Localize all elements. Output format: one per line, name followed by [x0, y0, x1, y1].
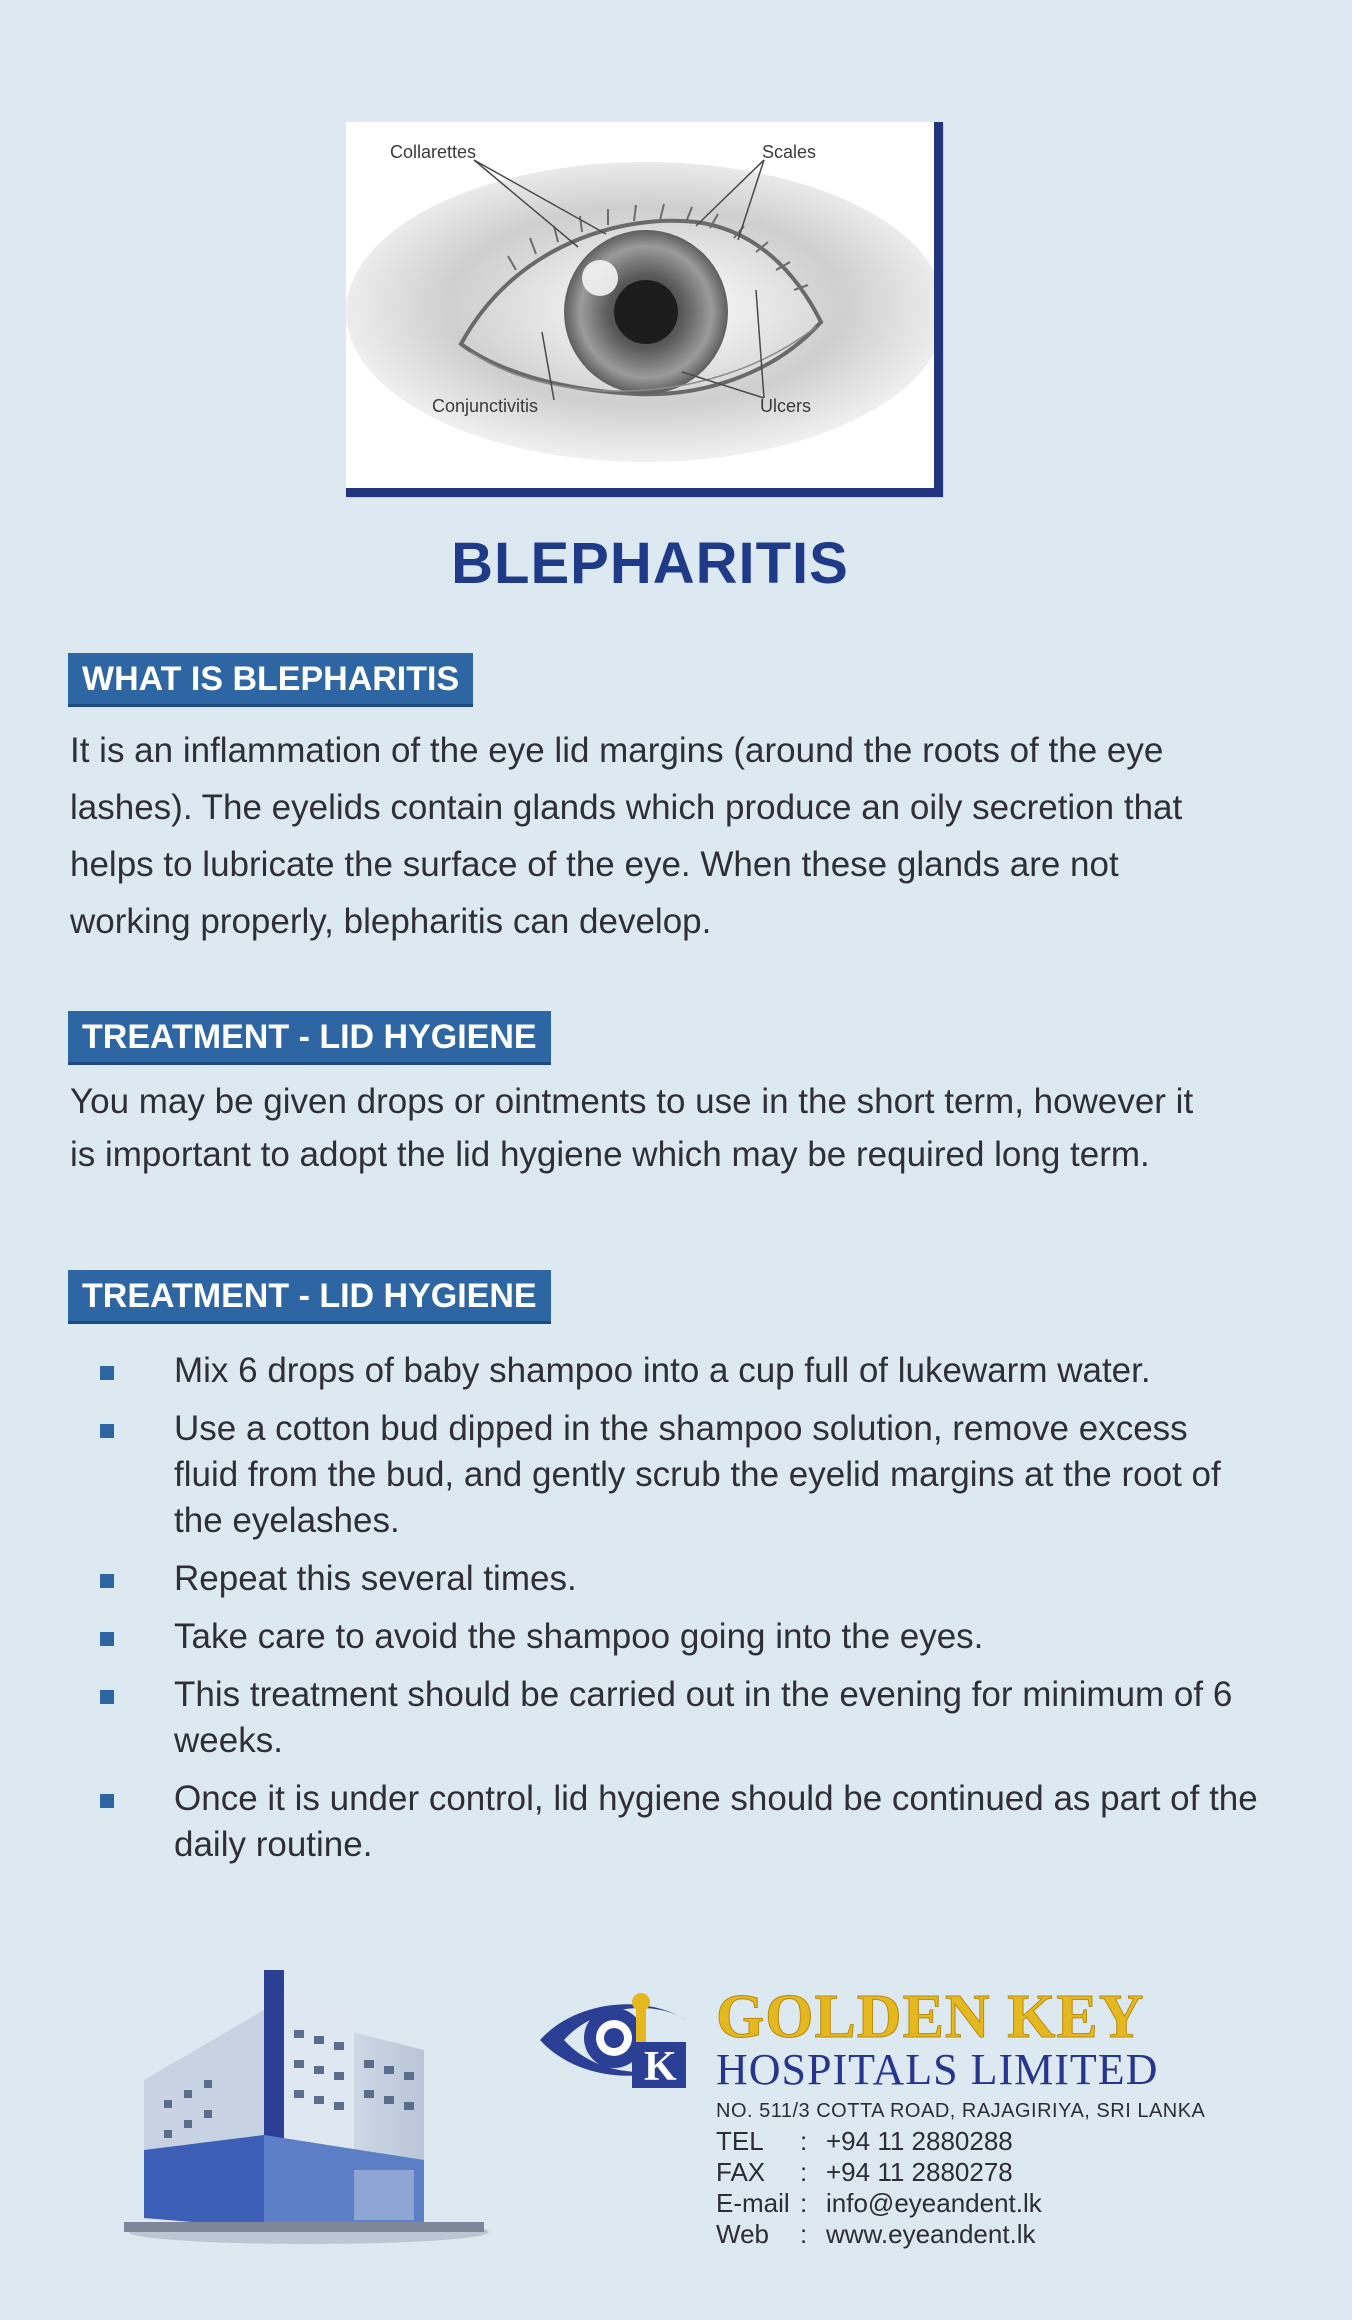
list-item-text: Take care to avoid the shampoo going into the eyes.: [174, 1617, 984, 1656]
treatment-steps-list: [98, 1348, 1258, 1880]
contact-row-fax: [716, 2157, 1042, 2188]
brand-name: GOLDEN KEY: [716, 1983, 1145, 2051]
contact-value[interactable]: www.eyeandent.lk: [826, 2219, 1036, 2249]
contact-key: FAX: [716, 2157, 766, 2187]
contact-value[interactable]: info@eyeandent.lk: [826, 2188, 1042, 2218]
contact-row-email: [716, 2188, 1042, 2219]
section-heading-treatment-2: TREATMENT - LID HYGIENE: [68, 1270, 551, 1324]
contact-sep: :: [800, 2126, 808, 2156]
label-conjunctivitis: Conjunctivitis: [432, 396, 539, 416]
section-text-what-is: It is an inflammation of the eye lid margins (around the roots of the eye lashes). The eyelids contain glands which produce an oily secretion that helps to lubricate the surface of the eye. When these glands are not working properly, blepharitis can develop.: [70, 731, 1183, 941]
eye-illustration: [346, 122, 934, 488]
brand-subtitle: HOSPITALS LIMITED: [716, 2045, 1159, 2094]
contact-key: Web: [716, 2219, 769, 2249]
bullet-square-icon: [100, 1690, 114, 1704]
address: NO. 511/3 COTTA ROAD, RAJAGIRIYA, SRI LANKA: [716, 2100, 1206, 2122]
list-item: [98, 1672, 1258, 1764]
eye-diagram: [346, 122, 943, 497]
list-item: [98, 1406, 1258, 1544]
list-item-text: Use a cotton bud dipped in the shampoo solution, remove excess fluid from the bud, and gently scrub the eyelid margins at the root of the eyelashes.: [174, 1409, 1221, 1540]
svg-text:K: K: [644, 2044, 677, 2090]
list-item-text: Repeat this several times.: [174, 1559, 577, 1598]
contact-sep: :: [800, 2219, 808, 2249]
contact-value: +94 11 2880278: [826, 2157, 1013, 2187]
list-item: [98, 1556, 1258, 1602]
label-ulcers: Ulcers: [760, 396, 812, 416]
eye-highlight: [582, 260, 618, 296]
hospital-building-image: [124, 1960, 494, 2250]
list-item-text: Once it is under control, lid hygiene should be continued as part of the daily routine.: [174, 1779, 1258, 1864]
contact-sep: :: [800, 2188, 808, 2218]
page-title: BLEPHARITIS: [451, 531, 849, 596]
contact-details: [716, 2126, 1042, 2250]
bullet-square-icon: [100, 1794, 114, 1808]
section-heading-treatment-1: TREATMENT - LID HYGIENE: [68, 1011, 551, 1065]
bullet-square-icon: [100, 1574, 114, 1588]
list-item: [98, 1348, 1258, 1394]
contact-row-tel: [716, 2126, 1042, 2157]
list-item: [98, 1776, 1258, 1868]
contact-value: +94 11 2880288: [826, 2126, 1013, 2156]
pupil: [614, 280, 678, 344]
golden-key-logo: [536, 1980, 696, 2092]
contact-row-web: [716, 2219, 1042, 2250]
list-item: [98, 1614, 1258, 1660]
contact-sep: :: [800, 2157, 808, 2187]
contact-key: TEL: [716, 2126, 764, 2156]
section-heading-what-is: WHAT IS BLEPHARITIS: [68, 653, 473, 707]
section-text-treatment-1: You may be given drops or ointments to use in the short term, however it is important to adopt the lid hygiene which may be required long term.: [70, 1082, 1194, 1174]
list-item-text: This treatment should be carried out in the evening for minimum of 6 weeks.: [174, 1675, 1233, 1760]
bullet-square-icon: [100, 1366, 114, 1380]
label-collarettes: Collarettes: [390, 142, 477, 162]
bullet-square-icon: [100, 1632, 114, 1646]
list-item-text: Mix 6 drops of baby shampoo into a cup full of lukewarm water.: [174, 1351, 1151, 1390]
label-scales: Scales: [762, 142, 817, 162]
bullet-square-icon: [100, 1424, 114, 1438]
contact-key: E-mail: [716, 2188, 790, 2218]
